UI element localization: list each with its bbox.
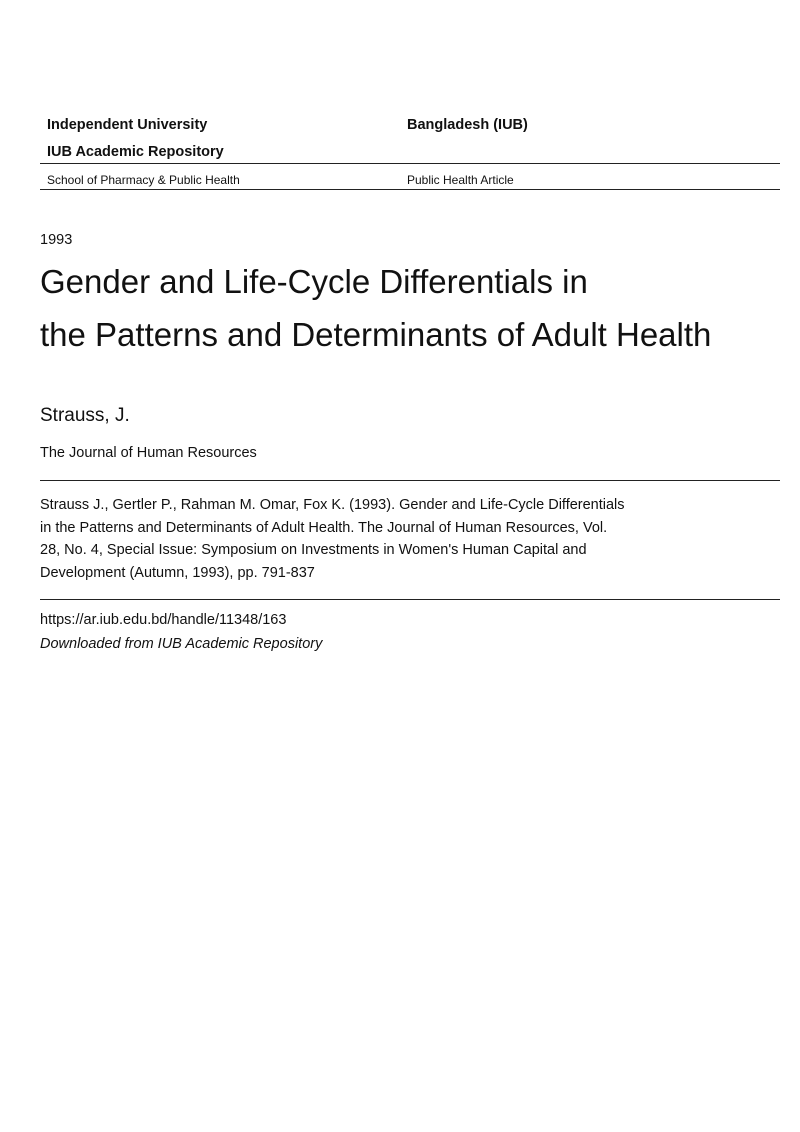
repository-name: IUB Academic Repository [47, 144, 224, 160]
citation-line: Strauss J., Gertler P., Rahman M. Omar, Fox K. (1993). Gender and Life-Cycle Differentials [40, 497, 625, 513]
citation-divider-top [40, 480, 780, 481]
title-line-1: Gender and Life-Cycle Differentials in [40, 263, 588, 300]
institution-name: Independent University [47, 117, 208, 133]
citation-line: 28, No. 4, Special Issue: Symposium on Investments in Women's Human Capital and [40, 542, 587, 558]
header-divider-top [40, 163, 780, 164]
header-divider-bottom [40, 189, 780, 190]
citation [40, 494, 780, 584]
citation-line: in the Patterns and Determinants of Adult Health. The Journal of Human Resources, Vol. [40, 519, 608, 536]
journal-name: The Journal of Human Resources [40, 445, 257, 461]
citation-line: Development (Autumn, 1993), pp. 791-837 [40, 564, 315, 581]
school-name: School of Pharmacy & Public Health [47, 173, 240, 187]
title-line-2: the Patterns and Determinants of Adult Health [40, 316, 712, 353]
publication-year: 1993 [40, 232, 73, 248]
author: Strauss, J. [40, 405, 130, 426]
institution-abbrev: Bangladesh (IUB) [407, 117, 528, 133]
article-type: Public Health Article [407, 173, 514, 187]
citation-divider-bottom [40, 599, 780, 600]
download-source-note: Downloaded from IUB Academic Repository [40, 636, 323, 652]
handle-url-link[interactable]: https://ar.iub.edu.bd/handle/11348/163 [40, 612, 287, 628]
